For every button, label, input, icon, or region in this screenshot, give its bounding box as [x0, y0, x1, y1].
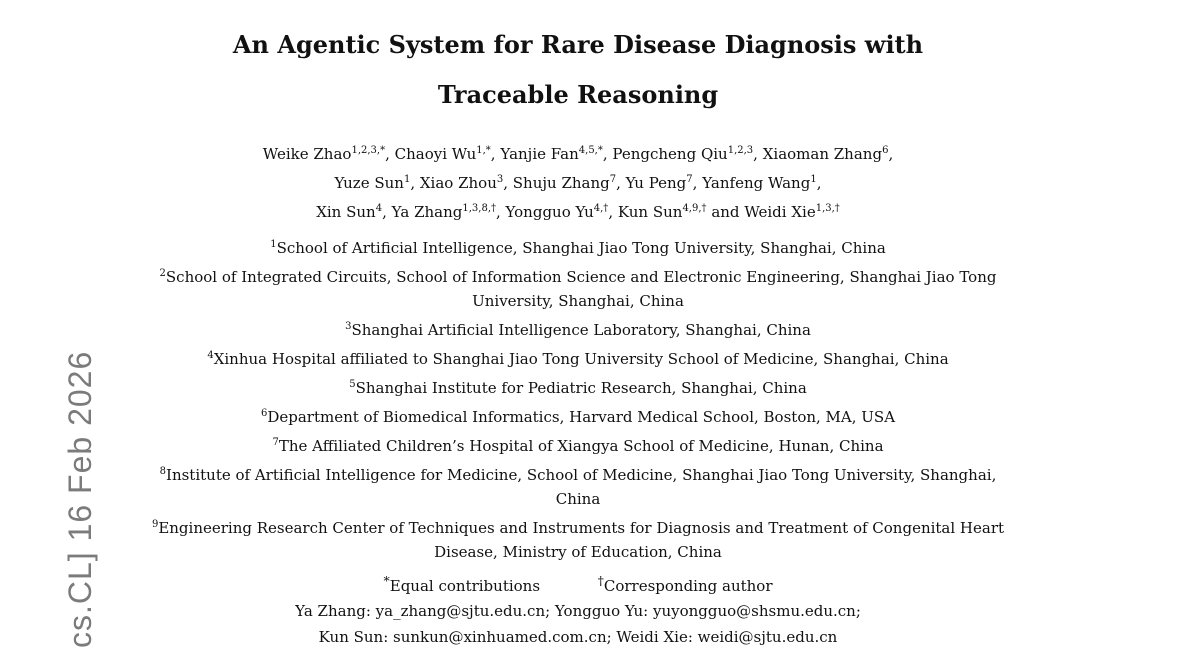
affiliation-item	[140, 434, 1016, 458]
author-line: Weike Zhao$^{1,2,3,*}$, Chaoyi $Wu^{1,*}$, Yanjie Fan$^{4,5,*}$, Pengcheng Qiu$^{1,2,3}$, Xiaoman Zhang$^6$,	[262, 145, 894, 163]
email-line-1: Ya Zhang: ya_zhang@sjtu.edu.cn; Yongguo Yu: yuyongguo@shsmu.edu.cn;	[295, 602, 861, 620]
affiliation-text: Shanghai Institute for Pediatric Research, Shanghai, China	[355, 379, 807, 397]
author-name: Kun Sun	[617, 203, 683, 221]
affiliation-item	[140, 347, 1016, 371]
affiliation-item	[140, 516, 1016, 564]
affiliation-number: 7	[272, 437, 279, 448]
email-line-2: Kun Sun: sunkun@xinhuamed.com.cn; Weidi Xie: weidi@sjtu.edu.cn	[318, 628, 838, 646]
author-line: Xin Sun$^4$, Ya Zhang$^{1,3,8,\dagger}$, Yongguo $Yu^{4,\dagger}$, Kun Sun$^{4,9,\dagger}$ and Weidi Xie$^{1,3,\dagger}$	[316, 203, 840, 221]
author-name: Shuju Zhang	[512, 174, 610, 192]
affiliation-number: 9	[151, 519, 159, 530]
author-affil-sup: 6	[882, 145, 889, 156]
author-affil-sup: 1,3,8,†	[462, 203, 496, 214]
equal-contribution-note	[383, 573, 541, 595]
affiliation-list	[140, 236, 1016, 650]
affiliation-item	[140, 405, 1016, 429]
affiliation-item	[140, 318, 1016, 342]
author-name: Yanjie Fan	[500, 145, 579, 163]
corresponding-text: Corresponding author	[603, 577, 773, 595]
author-affil-sup: 1,2,3,*	[351, 145, 386, 156]
author-affil-sup: 4	[375, 203, 383, 214]
affiliation-number: 2	[159, 268, 166, 279]
affiliation-item	[140, 236, 1016, 260]
author-name: Weidi Xie	[744, 203, 816, 221]
affiliation-item	[140, 376, 1016, 400]
author-affil-sup: 7	[686, 174, 693, 185]
affiliation-text: School of Integrated Circuits, School of Information Science and Electronic Engineering, Shanghai Jiao Tong University, Shanghai, China	[165, 268, 997, 310]
author-name: Xiao Zhou	[419, 174, 497, 192]
author-name: Yanfeng Wang	[702, 174, 811, 192]
author-name: Pengcheng Qiu	[612, 145, 728, 163]
affiliation-number: 1	[270, 239, 277, 250]
affiliation-text: Engineering Research Center of Techniques and Instruments for Diagnosis and Treatment of Congenital Heart Disease, Ministry of Education, China	[158, 519, 1005, 561]
affiliation-item	[140, 463, 1016, 511]
dagger-mark: †	[597, 573, 604, 588]
author-name: Ya Zhang	[391, 203, 463, 221]
affiliation-number: 4	[207, 350, 214, 361]
author-name: Yu Peng	[625, 174, 687, 192]
author-name: Yuze Sun	[334, 174, 404, 192]
author-affil-sup: 3	[496, 174, 504, 185]
author-name: Weike Zhao	[262, 145, 352, 163]
paper-title	[140, 20, 1016, 120]
affiliation-number: 8	[159, 466, 167, 477]
affiliation-text: The Affiliated Children’s Hospital of Xiangya School of Medicine, Hunan, China	[278, 437, 884, 455]
affiliation-text: Institute of Artificial Intelligence for Medicine, School of Medicine, Shanghai Jiao Tong University, Shanghai, China	[166, 466, 997, 508]
author-affil-sup: 1,*	[476, 145, 491, 156]
title-line-2: Traceable Reasoning	[437, 80, 719, 109]
affiliation-text: School of Artificial Intelligence, Shanghai Jiao Tong University, Shanghai, China	[276, 239, 886, 257]
author-line: Yuze Sun$^1$, Xiao Zhou$^3$, Shuju Zhang$^7$, Yu Peng$^7$, Yanfeng Wang$^1$,	[334, 174, 822, 192]
author-affil-sup: 1	[810, 174, 817, 185]
author-name: Yongguo Yu	[505, 203, 594, 221]
author-list	[140, 140, 1016, 227]
author-affil-sup: 4,†	[593, 203, 609, 214]
author-notes	[140, 569, 1016, 598]
affiliation-number: 5	[349, 379, 356, 390]
author-affil-sup: 4,9,†	[682, 203, 707, 214]
arxiv-side-label: cs.CL] 16 Feb 2026	[62, 350, 98, 648]
and-conjunction: and	[711, 203, 740, 221]
equal-mark: *	[383, 573, 390, 588]
author-name: Xin Sun	[316, 203, 376, 221]
affiliation-number: 6	[260, 408, 268, 419]
affiliation-text: Shanghai Artificial Intelligence Laboratory, Shanghai, China	[351, 321, 811, 339]
author-affil-sup: 4,5,*	[578, 145, 603, 156]
title-line-1: An Agentic System for Rare Disease Diagnosis with	[232, 30, 924, 59]
author-name: Chaoyi Wu	[394, 145, 477, 163]
author-affil-sup: 7	[609, 174, 617, 185]
author-affil-sup: 1,2,3	[727, 145, 754, 156]
corresponding-author-note	[597, 573, 773, 595]
author-affil-sup: 1,3,†	[815, 203, 840, 214]
affiliation-text: Xinhua Hospital affiliated to Shanghai Jiao Tong University School of Medicine, Shanghai, China	[213, 350, 949, 368]
affiliation-text: Department of Biomedical Informatics, Harvard Medical School, Boston, MA, USA	[267, 408, 896, 426]
affiliation-item	[140, 265, 1016, 313]
author-name: Xiaoman Zhang	[762, 145, 883, 163]
affiliation-number: 3	[345, 321, 352, 332]
equal-text: Equal contributions	[389, 577, 541, 595]
author-affil-sup: 1	[403, 174, 411, 185]
